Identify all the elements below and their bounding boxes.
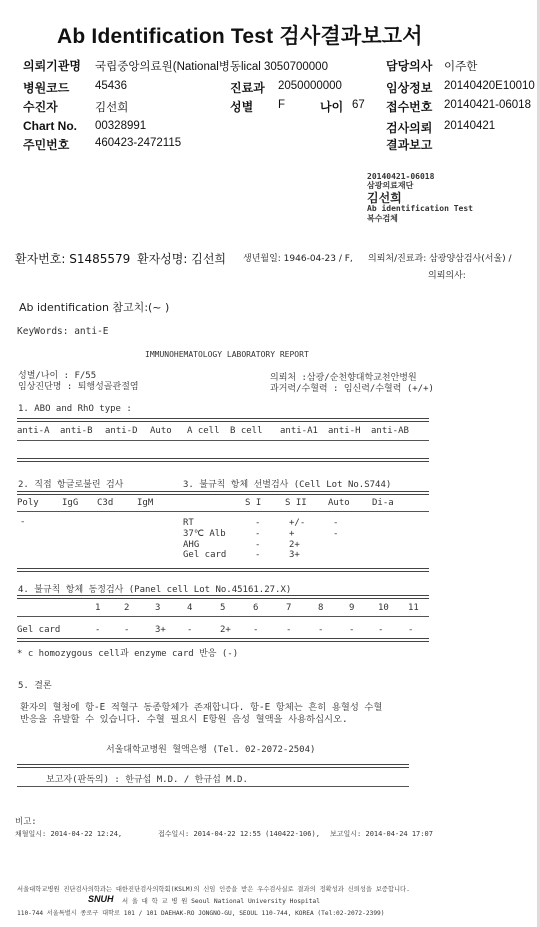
dat-value: - <box>20 517 26 527</box>
hospital-name: 서 울 대 학 교 병 원 Seoul National University Hospital <box>122 898 321 905</box>
panel-row-label: Gel card <box>17 625 61 635</box>
abo-col-anti-ab: anti-AB <box>371 426 409 436</box>
dat-title: 2. 직접 항글로불린 검사 <box>18 480 124 490</box>
header-label-request-date: 검사의뢰 <box>386 121 433 135</box>
screen-row-label: Gel card <box>183 550 227 560</box>
dat-col-c3d: C3d <box>97 498 114 508</box>
abo-col-anti-h: anti-H <box>328 426 361 436</box>
patient-birth: 생년월일: 1946-04-23 / F, <box>243 254 353 264</box>
panel-cell-result: - <box>408 625 414 635</box>
patient-name: 환자성명: 김선희 <box>137 252 227 266</box>
screen-title: 3. 불규칙 항체 선별검사 (Cell Lot No.S744) <box>183 480 392 490</box>
screen-row-s2: + <box>289 529 295 539</box>
header-value-hospital-code: 45436 <box>95 80 127 92</box>
divider <box>17 491 429 495</box>
collection-time: 채혈일시: 2014-04-22 12:24, <box>15 830 123 838</box>
screen-row-s2: 3+ <box>289 550 300 560</box>
stamp-accession: 20140421-06018 <box>367 172 435 181</box>
divider <box>17 418 429 422</box>
panel-note: * c homozygous cell과 enzyme card 반응 (-) <box>17 649 239 659</box>
screen-row-label: 37℃ Alb <box>183 529 226 539</box>
header-label-hospital-code: 병원코드 <box>23 81 70 95</box>
stamp-test: Ab identification Test <box>367 204 473 213</box>
panel-cell-result: - <box>286 625 292 635</box>
page-title: Ab Identification Test 검사결과보고서 <box>57 25 423 48</box>
abo-col-a-cell: A cell <box>187 426 220 436</box>
patient-doctor: 의뢰의사: <box>428 271 466 281</box>
abo-col-anti-d: anti-D <box>105 426 138 436</box>
patient-number: 환자번호: S1485579 <box>15 252 131 266</box>
panel-cell-result: - <box>124 625 130 635</box>
panel-cell-result: - <box>318 625 324 635</box>
snuh-logo: SNUH <box>88 894 114 904</box>
dat-col-igg: IgG <box>62 498 79 508</box>
receipt-time: 접수일시: 2014-04-22 12:55 (140422-106), <box>158 830 320 838</box>
screen-col-s2: S II <box>285 498 307 508</box>
abo-col-anti-a1: anti-A1 <box>280 426 318 436</box>
header-value-request-date: 20140421 <box>444 120 496 132</box>
notes-label: 비고: <box>15 817 37 827</box>
panel-cell-result: - <box>187 625 193 635</box>
report-sex-age: 성별/나이 : F/55 <box>18 371 97 381</box>
keywords: KeyWords: anti-E <box>17 326 109 337</box>
header-label-accession: 접수번호 <box>386 100 433 114</box>
report-history: 과거력/수혈력 : 임신력/수혈력 (+/+) <box>270 384 434 394</box>
screen-row-s1: - <box>255 540 261 550</box>
panel-cell-number: 2 <box>124 603 130 613</box>
blood-bank-contact: 서울대학교병원 혈액은행 (Tel. 02-2072-2504) <box>106 745 316 755</box>
screen-row-s1: - <box>255 518 261 528</box>
header-label-age: 나이 <box>320 100 344 114</box>
screen-row-label: RT <box>183 518 194 528</box>
header-label-doctor: 담당의사 <box>386 59 433 73</box>
header-value-age: 67 <box>352 99 365 111</box>
header-label-chart-no: Chart No. <box>23 119 77 133</box>
header-value-accession: 20140421-06018 <box>444 99 531 111</box>
panel-cell-number: 3 <box>155 603 161 613</box>
screen-col-auto: Auto <box>328 498 350 508</box>
stamp-sample: 복수검체 <box>367 214 398 223</box>
stamp-patient: 김선희 <box>367 191 402 205</box>
screen-row-auto: - <box>333 518 339 528</box>
panel-cell-result: 2+ <box>220 625 231 635</box>
panel-cell-number: 7 <box>286 603 292 613</box>
divider <box>17 616 429 617</box>
screen-row-s1: - <box>255 550 261 560</box>
conclusion-line-2: 반응을 유발할 수 있습니다. 수혈 필요시 E항원 음성 혈액을 사용하십시오. <box>20 714 348 725</box>
patient-ward: 의뢰처/진료과: 삼광양삼검사(서울) / <box>368 254 512 264</box>
divider <box>17 440 429 441</box>
divider <box>17 511 429 512</box>
abo-col-anti-b: anti-B <box>60 426 93 436</box>
conclusion-title: 5. 결론 <box>18 681 52 691</box>
hospital-address: 110-744 서울특별시 종로구 대학로 101 / 101 DAEHAK-RO JONGNO-GU, SEOUL 110-744, KOREA (Tel:02-2072-2399) <box>17 910 385 917</box>
panel-cell-number: 4 <box>187 603 193 613</box>
report-requester: 의뢰처 :삼광/순천향대학교천안병원 <box>270 373 417 383</box>
header-label-department: 진료과 <box>230 81 265 95</box>
panel-cell-result: - <box>95 625 101 635</box>
reference-range: Ab identification 참고치:(~ ) <box>19 301 170 314</box>
header-value-sex: F <box>278 99 286 111</box>
report-time: 보고일시: 2014-04-24 17:07 <box>330 830 433 838</box>
stamp-lab: 삼광의료재단 <box>367 181 414 190</box>
panel-cell-result: 3+ <box>155 625 166 635</box>
header-value-patient: 김선희 <box>95 102 129 114</box>
abo-col-b-cell: B cell <box>230 426 263 436</box>
panel-cell-number: 6 <box>253 603 259 613</box>
panel-cell-number: 5 <box>220 603 226 613</box>
screen-row-s2: +/- <box>289 518 306 528</box>
screen-row-auto: - <box>333 529 339 539</box>
screen-col-dia: Di-a <box>372 498 394 508</box>
panel-cell-result: - <box>349 625 355 635</box>
conclusion-line-1: 환자의 혈청에 항-E 적혈구 동종항체가 존재합니다. 항-E 항체는 흔히 용혈성 수혈 <box>20 702 383 713</box>
panel-cell-result: - <box>253 625 259 635</box>
divider <box>17 568 429 572</box>
divider <box>17 638 429 642</box>
report-heading: IMMUNOHEMATOLOGY LABORATORY REPORT <box>145 350 309 359</box>
divider <box>17 786 409 787</box>
abo-col-auto: Auto <box>150 426 172 436</box>
dat-col-poly: Poly <box>17 498 39 508</box>
header-value-doctor: 이주한 <box>444 61 478 73</box>
screen-row-label: AHG <box>183 540 200 550</box>
panel-cell-number: 9 <box>349 603 355 613</box>
divider <box>17 458 429 462</box>
header-value-resident-no: 460423-2472115 <box>95 137 182 149</box>
panel-cell-number: 8 <box>318 603 324 613</box>
panel-cell-number: 11 <box>408 603 419 613</box>
certification-text: 서울대학교병원 진단검사의학과는 대한진단검사의학회(KSLM)의 신임 인증을 받은 우수검사실로 결과의 정확성과 신뢰성을 보증합니다. <box>17 886 410 893</box>
header-label-resident-no: 주민번호 <box>23 138 70 152</box>
header-value-requester-org: 국립중앙의료원(National병동lical 3050700000 <box>95 61 328 73</box>
screen-row-s2: 2+ <box>289 540 300 550</box>
abo-title: 1. ABO and RhO type : <box>18 404 132 414</box>
header-label-clinical-info: 임상정보 <box>386 81 433 95</box>
dat-col-igm: IgM <box>137 498 154 508</box>
header-label-patient: 수진자 <box>23 100 58 114</box>
screen-row-s1: - <box>255 529 261 539</box>
screen-col-s1: S I <box>245 498 262 508</box>
divider <box>17 595 429 599</box>
divider <box>17 764 409 768</box>
panel-cell-result: - <box>378 625 384 635</box>
header-value-chart-no: 00328991 <box>95 120 147 132</box>
report-diagnosis: 임상진단명 : 퇴행성골관절염 <box>18 382 139 392</box>
panel-title: 4. 불규칙 항체 동정검사 (Panel cell Lot No.45161.27.X) <box>18 585 292 595</box>
panel-cell-number: 1 <box>95 603 101 613</box>
reporter: 보고자(판독의) : 한규섭 M.D. / 한규섭 M.D. <box>46 775 248 785</box>
header-value-clinical-info: 20140420E10010 <box>444 80 535 92</box>
header-label-result-report: 결과보고 <box>386 138 433 152</box>
header-value-department: 2050000000 <box>278 80 342 92</box>
header-label-sex: 성별 <box>230 100 254 114</box>
header-label-requester-org: 의뢰기관명 <box>23 59 81 73</box>
abo-col-anti-a: anti-A <box>17 426 50 436</box>
panel-cell-number: 10 <box>378 603 389 613</box>
